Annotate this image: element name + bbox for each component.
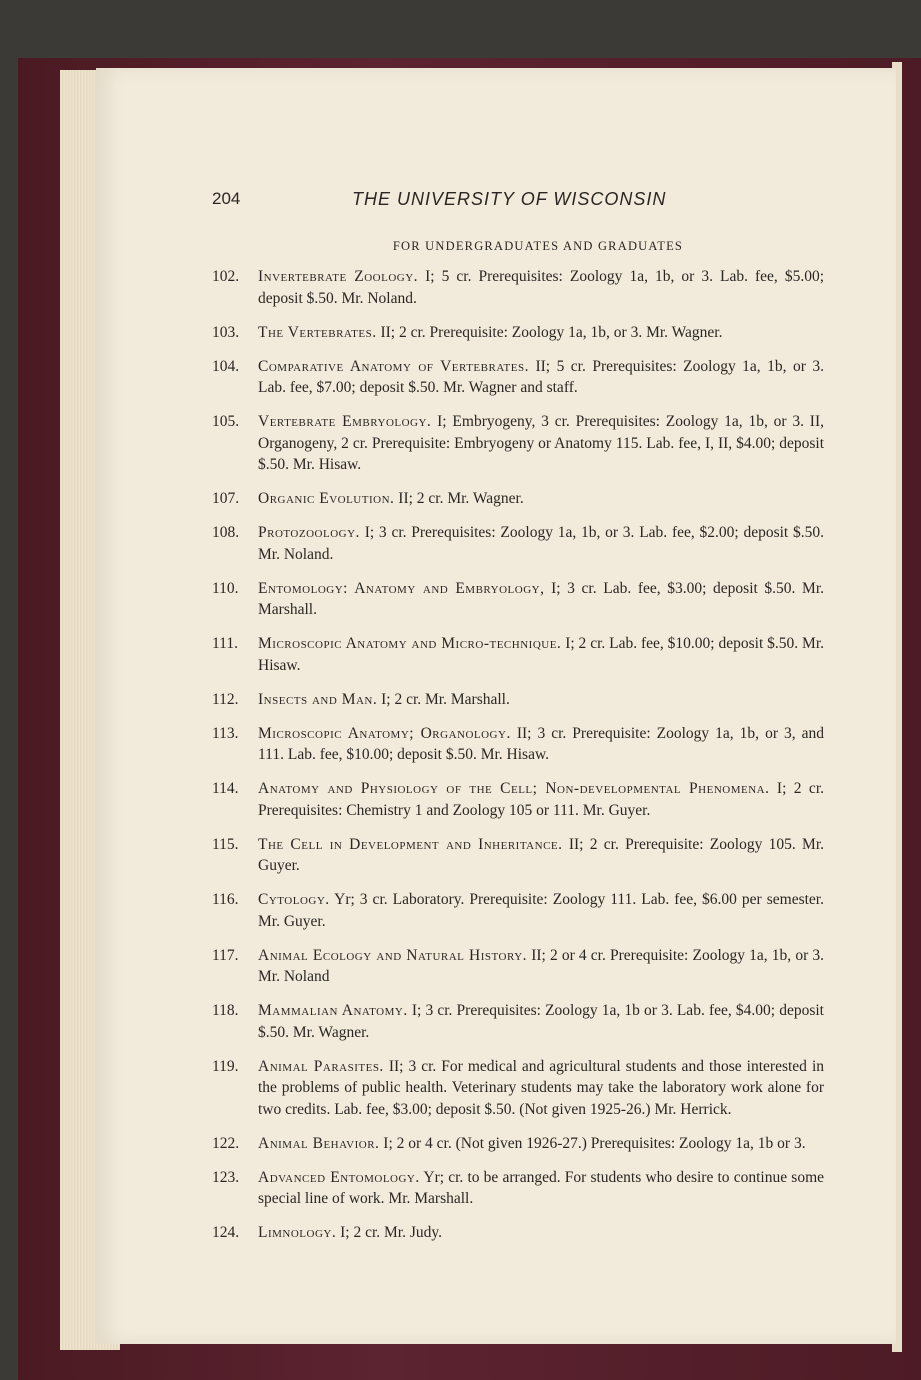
course-title: Advanced Entomology. bbox=[258, 1168, 420, 1186]
page-header bbox=[212, 185, 824, 213]
course-entry bbox=[212, 488, 824, 510]
course-number: 116. bbox=[212, 891, 239, 908]
course-description: II; 3 cr. Prerequisite: Zoology 1a, 1b, or 3, and 111. Lab. fee, $10.00; deposit $.50. Mr. Hisaw. bbox=[258, 724, 824, 763]
course-description: II; 2 cr. Prerequisite: Zoology 1a, 1b, or 3. Mr. Wagner. bbox=[380, 323, 723, 341]
course-title: Vertebrate Embryology. bbox=[258, 413, 432, 430]
course-title: The Vertebrates. bbox=[258, 323, 377, 341]
course-title: Cytology. bbox=[258, 891, 330, 908]
course-title: Comparative Anatomy of Vertebrates. bbox=[258, 357, 529, 375]
course-description: I; 2 cr. Lab. fee, $10.00; deposit $.50. Mr. Hisaw. bbox=[258, 635, 825, 674]
course-description: I; 2 cr. Prerequisites: Chemistry 1 and Zoology 105 or 111. Mr. Guyer. bbox=[258, 780, 824, 819]
course-description: I; 2 cr. Mr. Marshall. bbox=[381, 690, 510, 708]
course-title: Animal Behavior. bbox=[258, 1134, 380, 1152]
course-entry bbox=[212, 266, 824, 309]
course-number: 114. bbox=[212, 780, 239, 797]
course-entry bbox=[212, 945, 824, 988]
course-number: 107. bbox=[212, 490, 240, 507]
course-title: The Cell in Development and Inheritance. bbox=[258, 835, 563, 853]
course-number: 113. bbox=[212, 724, 239, 742]
course-entry bbox=[212, 1222, 824, 1244]
course-entry bbox=[212, 356, 824, 399]
course-description: II; 5 cr. Prerequisites: Zoology 1a, 1b, or 3. Lab. fee, $7.00; deposit $.50. Mr. Wagner and staff. bbox=[258, 357, 825, 396]
course-number: 110. bbox=[212, 579, 239, 597]
course-description: II; 2 cr. Prerequisite: Zoology 105. Mr. Guyer. bbox=[258, 835, 825, 874]
course-number: 115. bbox=[212, 835, 239, 853]
course-title: Invertebrate Zoology. bbox=[258, 268, 419, 285]
course-entry bbox=[212, 411, 824, 476]
course-description: II; 2 or 4 cr. Prerequisite: Zoology 1a, 1b, or 3. Mr. Noland bbox=[258, 946, 825, 985]
course-entry bbox=[212, 1167, 824, 1210]
course-number: 124. bbox=[212, 1224, 240, 1241]
course-title: Organic Evolution. bbox=[258, 490, 395, 507]
course-title: Insects and Man. bbox=[258, 690, 378, 708]
course-description: I; 2 cr. Mr. Judy. bbox=[340, 1224, 443, 1241]
course-number: 105. bbox=[212, 413, 240, 430]
course-description: I; Embryogeny, 3 cr. Prerequisites: Zoology 1a, 1b, or 3. II, Organogeny, 2 cr. Prerequisite: Embryogeny or Anatomy 115. Lab. fee, I, II, $4.00; deposit $.50. Mr. Hisaw. bbox=[258, 413, 825, 473]
course-entry bbox=[212, 689, 824, 711]
course-list bbox=[212, 266, 824, 1244]
course-number: 112. bbox=[212, 690, 239, 708]
course-description: I; 3 cr. Prerequisites: Zoology 1a, 1b, or 3. Lab. fee, $2.00; deposit $.50. Mr. Noland. bbox=[258, 524, 825, 563]
course-title: Animal Parasites. bbox=[258, 1057, 384, 1075]
course-title: Microscopic Anatomy and Micro-technique. bbox=[258, 635, 562, 652]
course-description: II; 2 cr. Mr. Wagner. bbox=[398, 490, 524, 507]
course-description: I; 2 or 4 cr. (Not given 1926-27.) Prerequisites: Zoology 1a, 1b or 3. bbox=[383, 1134, 806, 1152]
course-title: Limnology. bbox=[258, 1224, 337, 1241]
course-entry bbox=[212, 522, 824, 565]
course-description: II; 3 cr. For medical and agricultural students and those interested in the problems of public health. Veterinary students may take the laboratory work alone for two credits. Lab. fee, $3.00; deposit $.50. (Not given 1925-26.) Mr. Herrick. bbox=[258, 1057, 824, 1118]
course-number: 108. bbox=[212, 524, 240, 541]
course-number: 123. bbox=[212, 1168, 240, 1186]
course-entry bbox=[212, 723, 824, 766]
course-entry bbox=[212, 1000, 824, 1043]
course-number: 119. bbox=[212, 1057, 239, 1075]
course-title: Mammalian Anatomy. bbox=[258, 1002, 408, 1019]
course-number: 102. bbox=[212, 268, 240, 285]
course-number: 118. bbox=[212, 1002, 239, 1019]
course-entry bbox=[212, 322, 824, 344]
course-entry bbox=[212, 633, 824, 676]
course-description: I; 3 cr. Prerequisites: Zoology 1a, 1b or 3. Lab. fee, $4.00; deposit $.50. Mr. Wagner. bbox=[258, 1002, 824, 1041]
section-heading: FOR UNDERGRADUATES AND GRADUATES bbox=[392, 239, 684, 253]
page-number: 204 bbox=[212, 189, 241, 208]
course-entry bbox=[212, 578, 824, 621]
course-title: Animal Ecology and Natural History. bbox=[258, 946, 528, 964]
course-description: Yr; 3 cr. Laboratory. Prerequisite: Zoology 111. Lab. fee, $6.00 per semester. Mr. Guyer. bbox=[258, 891, 824, 930]
course-number: 103. bbox=[212, 323, 240, 341]
course-title: Anatomy and Physiology of the Cell; Non-developmental Phenomena. bbox=[258, 780, 770, 797]
page-content bbox=[212, 185, 824, 1256]
course-description: Yr; cr. to be arranged. For students who desire to continue some special line of work. Mr. Marshall. bbox=[258, 1168, 825, 1207]
course-entry bbox=[212, 1133, 824, 1155]
course-entry bbox=[212, 834, 824, 877]
course-entry bbox=[212, 778, 824, 821]
course-entry bbox=[212, 1056, 824, 1121]
course-title: Entomology: Anatomy and Embryology, bbox=[258, 579, 545, 597]
course-description: I; 3 cr. Lab. fee, $3.00; deposit $.50. Mr. Marshall. bbox=[258, 579, 824, 618]
course-description: I; 5 cr. Prerequisites: Zoology 1a, 1b, or 3. Lab. fee, $5.00; deposit $.50. Mr. Noland. bbox=[258, 268, 825, 307]
course-number: 111. bbox=[212, 635, 238, 652]
running-title: THE UNIVERSITY OF WISCONSIN bbox=[352, 189, 667, 209]
course-entry bbox=[212, 889, 824, 932]
course-title: Microscopic Anatomy; Organology. bbox=[258, 724, 511, 742]
course-title: Protozoology. bbox=[258, 524, 360, 541]
course-number: 117. bbox=[212, 946, 239, 964]
course-number: 104. bbox=[212, 357, 240, 375]
course-number: 122. bbox=[212, 1134, 240, 1152]
